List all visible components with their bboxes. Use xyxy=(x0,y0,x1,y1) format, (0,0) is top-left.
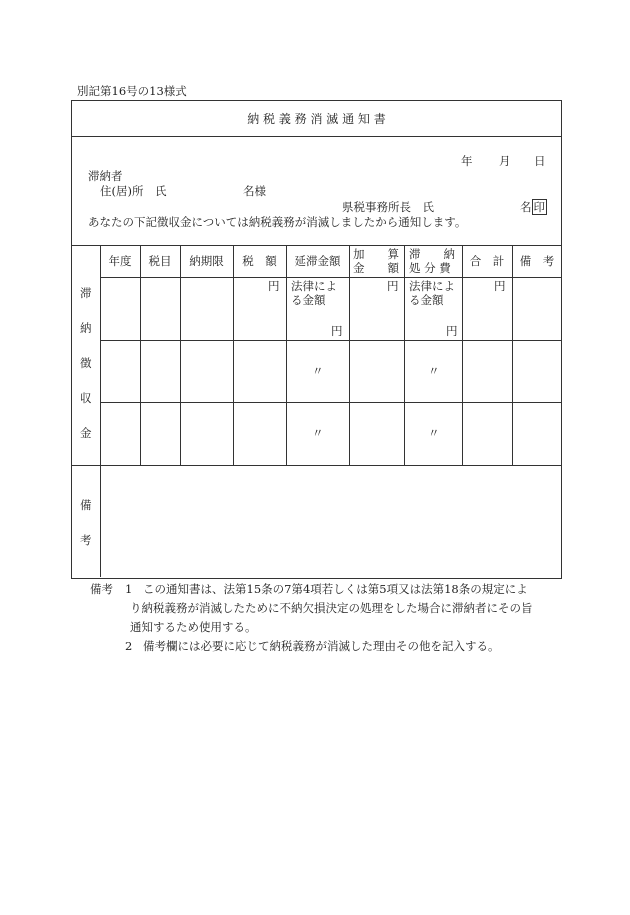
ditto-mark: 〃 xyxy=(312,426,324,440)
divider-title xyxy=(71,136,562,137)
remarks-label-char: 備 xyxy=(80,498,92,512)
notes-heading: 備考 xyxy=(90,582,113,596)
note-line: 通知するため使用する。 xyxy=(130,620,257,634)
yen-unit: 円 xyxy=(331,324,343,338)
header-remarks: 備 考 xyxy=(519,254,555,268)
side-label-char: 徴 xyxy=(80,356,92,370)
side-label-char: 収 xyxy=(80,391,92,405)
note-line: この通知書は、法第15条の7第4項若しくは第5項又は法第18条の規定によ xyxy=(143,582,528,596)
date-year: 年 xyxy=(461,154,473,168)
yen-unit: 円 xyxy=(268,279,280,293)
date-month: 月 xyxy=(499,154,511,168)
form-number: 別記第16号の13様式 xyxy=(77,84,187,98)
side-label-char: 金 xyxy=(80,426,92,440)
header-year: 年度 xyxy=(108,254,132,268)
ditto-mark: 〃 xyxy=(312,364,324,378)
header-deadline: 納期限 xyxy=(189,254,224,268)
header-additional-line1: 加 算 xyxy=(353,247,399,261)
seal-stamp: 印 xyxy=(533,200,545,214)
header-delinquency-line1: 滞 納 xyxy=(409,247,455,261)
notice-message: あなたの下記徴収金については納税義務が消滅しましたから通知します。 xyxy=(88,215,467,229)
note-number: 1 xyxy=(125,582,133,596)
office-name: 名 印 xyxy=(520,200,545,214)
taxpayer-address-label: 住(居)所 氏 xyxy=(100,184,167,198)
note-number: 2 xyxy=(125,639,133,653)
side-label-char: 滞 xyxy=(80,286,92,300)
note-line: 備考欄には必要に応じて納税義務が消滅した理由その他を記入する。 xyxy=(143,639,500,653)
legal-amount-line1: 法律によ xyxy=(409,279,455,293)
legal-amount-line2: る金額 xyxy=(409,293,444,307)
header-total: 合 計 xyxy=(469,254,505,268)
header-tax-item: 税目 xyxy=(148,254,172,268)
side-label-char: 納 xyxy=(80,321,92,335)
header-additional-line2: 金 額 xyxy=(353,261,399,275)
ditto-mark: 〃 xyxy=(428,364,440,378)
legal-amount-line2: る金額 xyxy=(291,293,326,307)
remarks-label-char: 考 xyxy=(80,533,92,547)
yen-unit: 円 xyxy=(494,279,506,293)
header-tax-amount: 税 額 xyxy=(242,254,277,268)
ditto-mark: 〃 xyxy=(428,426,440,440)
header-late-fee: 延滞金額 xyxy=(294,254,341,268)
date-day: 日 xyxy=(534,154,546,168)
taxpayer-name-suffix: 名様 xyxy=(243,184,266,198)
divider-remarks xyxy=(71,465,562,466)
side-column-border xyxy=(100,245,101,577)
header-delinquency-line2: 処 分 費 xyxy=(409,261,451,275)
legal-amount-line1: 法律によ xyxy=(291,279,337,293)
taxpayer-label: 滞納者 xyxy=(88,169,123,183)
form-title: 納 税 義 務 消 滅 通 知 書 xyxy=(247,112,386,126)
yen-unit: 円 xyxy=(387,279,399,293)
office-label: 県税事務所長 氏 xyxy=(342,200,434,214)
note-line: り納税義務が消滅したために不納欠損決定の処理をした場合に滞納者にその旨 xyxy=(130,601,533,615)
yen-unit: 円 xyxy=(446,324,458,338)
